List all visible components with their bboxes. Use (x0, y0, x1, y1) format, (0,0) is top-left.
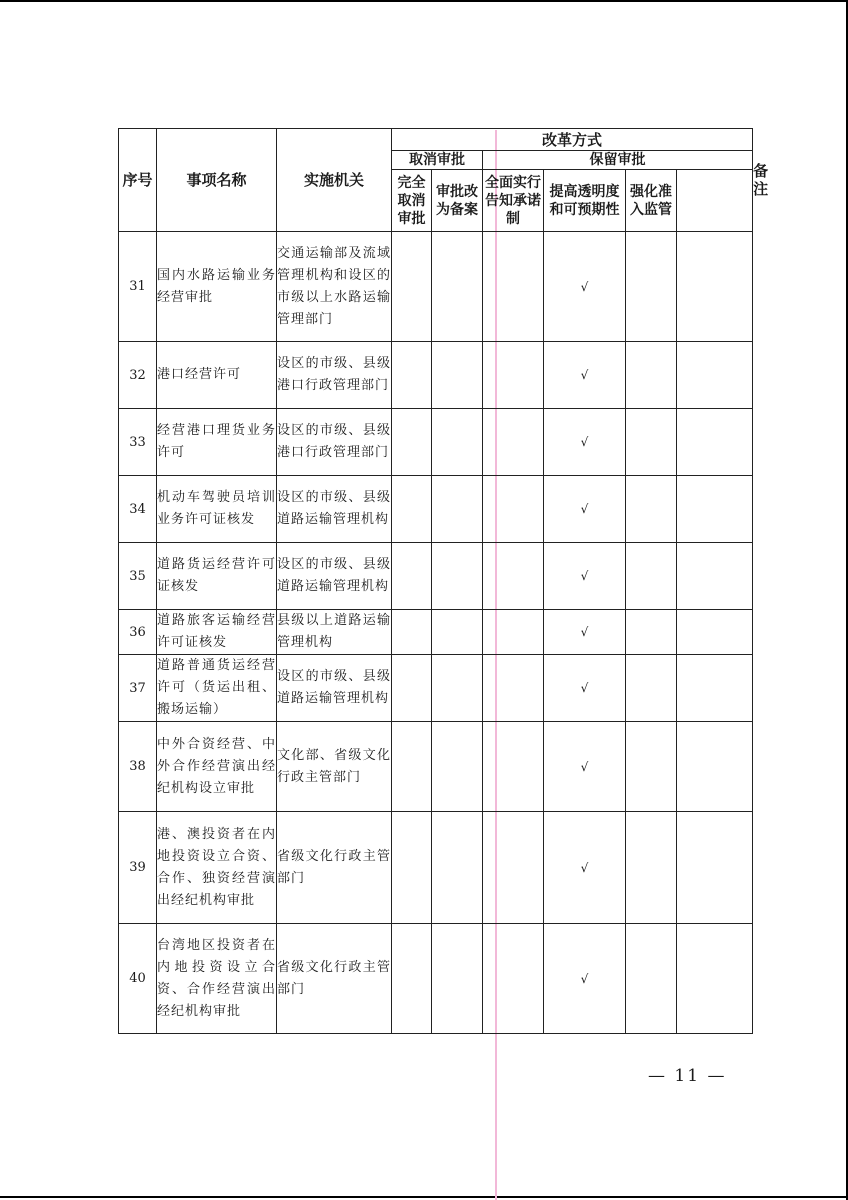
cell-commitment (483, 476, 544, 543)
cell-commitment (483, 342, 544, 409)
header-to-filing: 审批改为备案 (432, 170, 483, 232)
cell-access (626, 812, 677, 924)
row-agency: 设区的市级、县级道路运输管理机构 (277, 543, 392, 610)
header-reform: 改革方式 (392, 129, 753, 151)
cell-to-filing (432, 812, 483, 924)
row-item-name: 道路货运经营许可证核发 (157, 543, 277, 610)
cell-remarks (677, 722, 753, 812)
row-item-name: 机动车驾驶员培训业务许可证核发 (157, 476, 277, 543)
table-row (119, 409, 753, 476)
row-agency: 省级文化行政主管部门 (277, 924, 392, 1034)
cell-commitment (483, 722, 544, 812)
check-mark: √ (544, 543, 626, 610)
cell-access (626, 409, 677, 476)
cell-access (626, 722, 677, 812)
cell-cancel-full (392, 722, 432, 812)
cell-cancel-full (392, 342, 432, 409)
row-number: 37 (119, 655, 157, 722)
check-mark: √ (544, 722, 626, 812)
cell-cancel-full (392, 655, 432, 722)
table-row (119, 610, 753, 655)
header-cancel-group: 取消审批 (392, 151, 483, 170)
check-mark: √ (544, 476, 626, 543)
cell-commitment (483, 812, 544, 924)
header-transparency: 提高透明度和可预期性 (544, 170, 626, 232)
cell-to-filing (432, 924, 483, 1034)
page-top-border (0, 0, 848, 2)
cell-to-filing (432, 476, 483, 543)
table-row (119, 342, 753, 409)
cell-access (626, 543, 677, 610)
row-agency: 设区的市级、县级道路运输管理机构 (277, 655, 392, 722)
cell-access (626, 610, 677, 655)
cell-remarks (677, 232, 753, 342)
header-name: 事项名称 (157, 129, 277, 232)
cell-commitment (483, 543, 544, 610)
cell-cancel-full (392, 409, 432, 476)
cell-access (626, 232, 677, 342)
table-row (119, 655, 753, 722)
row-agency: 文化部、省级文化行政主管部门 (277, 722, 392, 812)
table-row (119, 722, 753, 812)
cell-to-filing (432, 610, 483, 655)
check-mark: √ (544, 924, 626, 1034)
cell-access (626, 924, 677, 1034)
row-item-name: 道路普通货运经营许可（货运出租、搬场运输） (157, 655, 277, 722)
table-row (119, 924, 753, 1034)
row-number: 34 (119, 476, 157, 543)
check-mark: √ (544, 812, 626, 924)
header-retain-group: 保留审批 (483, 151, 753, 170)
row-number: 32 (119, 342, 157, 409)
cell-remarks (677, 409, 753, 476)
cell-cancel-full (392, 476, 432, 543)
cell-remarks (677, 610, 753, 655)
cell-commitment (483, 924, 544, 1034)
check-mark: √ (544, 610, 626, 655)
cell-remarks (677, 342, 753, 409)
table-row (119, 232, 753, 342)
row-agency: 设区的市级、县级港口行政管理部门 (277, 409, 392, 476)
check-mark: √ (544, 409, 626, 476)
row-agency: 设区的市级、县级道路运输管理机构 (277, 476, 392, 543)
row-item-name: 道路旅客运输经营许可证核发 (157, 610, 277, 655)
row-number: 36 (119, 610, 157, 655)
cell-access (626, 342, 677, 409)
cell-remarks (677, 924, 753, 1034)
row-agency: 交通运输部及流域管理机构和设区的市级以上水路运输管理部门 (277, 232, 392, 342)
cell-to-filing (432, 655, 483, 722)
row-agency: 县级以上道路运输管理机构 (277, 610, 392, 655)
row-number: 33 (119, 409, 157, 476)
header-cancel-full: 完全取消审批 (392, 170, 432, 232)
cell-commitment (483, 655, 544, 722)
header-commitment: 全面实行告知承诺制 (483, 170, 544, 232)
approval-reform-table: 序号 事项名称 实施机关 改革方式 备注 取消审批 保留审批 完全取消审批 审批改为备案 全面实行告知承诺制 提高透明度和可预期性 强化准入监管 31 国内水路运输业务经营审批 交通运输部及流域管理机构和设区的市级以上水路运输管理部门 √ 32 港口经营许可 设区的市级、县级港口行政管理部门 √ 33 经营港口理货业务许可 设区的市级、县级港口行政管理部门 √ 34 机动车驾驶员培训业务许可证核发 设区的市级、县级道路运输管理机构 √ 35 道路货运经营许可证核发 设区的市级、县级道路运输管理机构 √ 36 道路旅客运输经营许可证核发 县级以上道路运输管理机构 √ 37 道路普通货运经营许可（货运出租、搬场运输） 设区的市级、县级道路运输管理机构 √ 38 中外合资经营、中外合作经营演出经纪机构设立审批 文化部、省级文化行政主管部门 √ 39 港、澳投资者在内地投资设立合资、合作、独资经营演出经纪机构审批 省级文化行政主管部门 √ 40 台湾地区投资者在内地投资设立合资、合作经营演出经纪机构审批 省级文化行政主管部门 √ (118, 128, 753, 1034)
row-number: 31 (119, 232, 157, 342)
cell-remarks (677, 543, 753, 610)
cell-remarks (677, 812, 753, 924)
page-number: — 11 — (648, 1066, 727, 1086)
cell-commitment (483, 232, 544, 342)
row-item-name: 港口经营许可 (157, 342, 277, 409)
cell-to-filing (432, 342, 483, 409)
cell-commitment (483, 409, 544, 476)
row-item-name: 国内水路运输业务经营审批 (157, 232, 277, 342)
cell-to-filing (432, 722, 483, 812)
row-number: 39 (119, 812, 157, 924)
cell-to-filing (432, 409, 483, 476)
page-bottom-border (0, 1196, 848, 1198)
cell-cancel-full (392, 924, 432, 1034)
table-row (119, 543, 753, 610)
cell-remarks (677, 655, 753, 722)
cell-commitment (483, 610, 544, 655)
row-item-name: 中外合资经营、中外合作经营演出经纪机构设立审批 (157, 722, 277, 812)
header-access: 强化准入监管 (626, 170, 677, 232)
check-mark: √ (544, 655, 626, 722)
cell-to-filing (432, 232, 483, 342)
header-seq: 序号 (119, 129, 157, 232)
check-mark: √ (544, 342, 626, 409)
row-number: 35 (119, 543, 157, 610)
cell-remarks (677, 476, 753, 543)
table-row (119, 812, 753, 924)
cell-cancel-full (392, 543, 432, 610)
row-number: 38 (119, 722, 157, 812)
row-number: 40 (119, 924, 157, 1034)
cell-to-filing (432, 543, 483, 610)
row-item-name: 港、澳投资者在内地投资设立合资、合作、独资经营演出经纪机构审批 (157, 812, 277, 924)
table-row (119, 476, 753, 543)
cell-access (626, 476, 677, 543)
row-agency: 设区的市级、县级港口行政管理部门 (277, 342, 392, 409)
cell-access (626, 655, 677, 722)
cell-cancel-full (392, 812, 432, 924)
row-item-name: 经营港口理货业务许可 (157, 409, 277, 476)
cell-cancel-full (392, 232, 432, 342)
row-agency: 省级文化行政主管部门 (277, 812, 392, 924)
row-item-name: 台湾地区投资者在内地投资设立合资、合作经营演出经纪机构审批 (157, 924, 277, 1034)
cell-cancel-full (392, 610, 432, 655)
header-agency: 实施机关 (277, 129, 392, 232)
check-mark: √ (544, 232, 626, 342)
